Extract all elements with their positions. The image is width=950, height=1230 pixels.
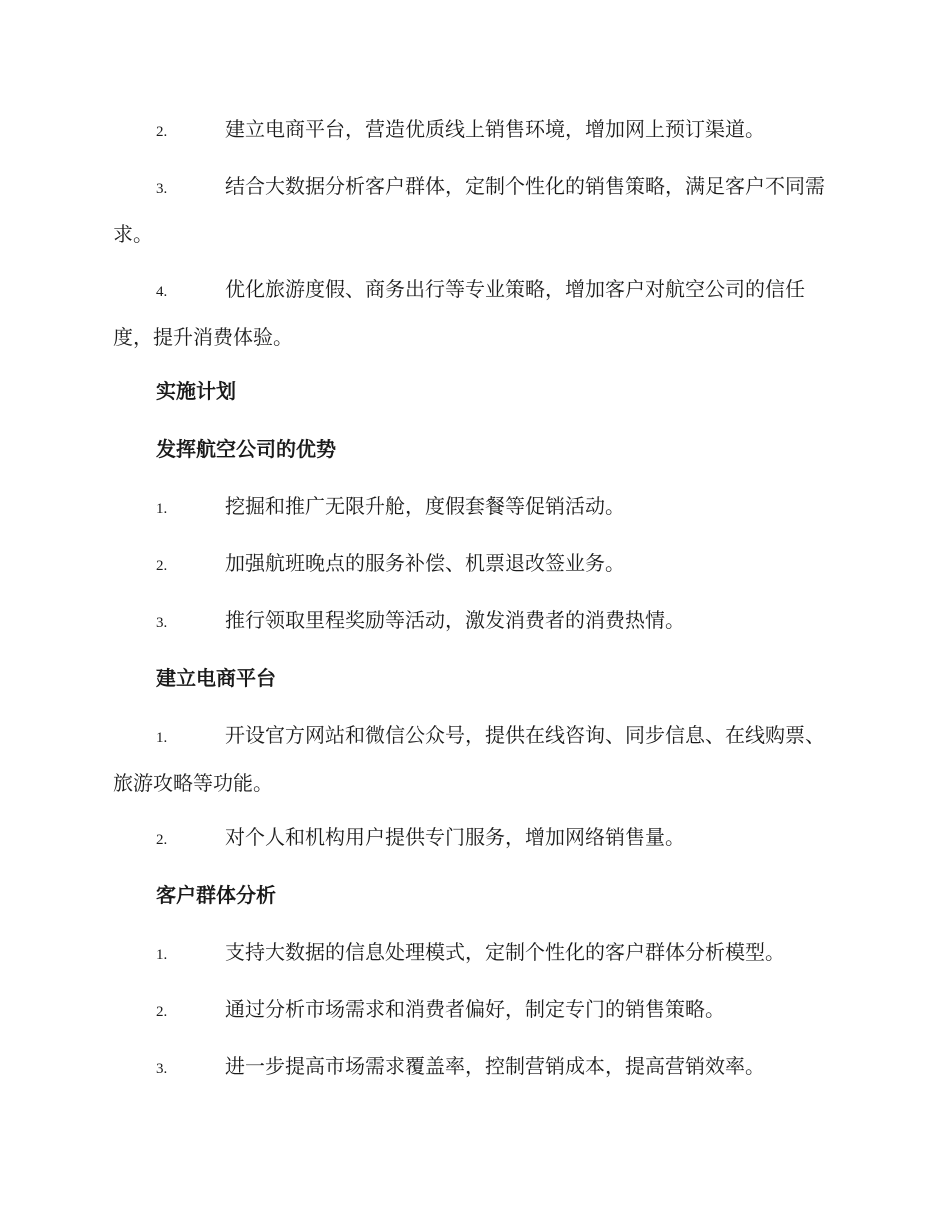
- list-text: 挖掘和推广无限升舱，度假套餐等促销活动。: [225, 494, 625, 518]
- list-item: [113, 541, 833, 589]
- list-text: 进一步提高市场需求覆盖率，控制营销成本，提高营销效率。: [225, 1054, 765, 1078]
- list-item: [113, 815, 833, 863]
- list-text: 通过分析市场需求和消费者偏好，制定专门的销售策略。: [225, 997, 725, 1021]
- list-text: 加强航班晚点的服务补偿、机票退改签业务。: [225, 551, 625, 575]
- list-item: [113, 107, 833, 155]
- list-number: 1.: [156, 730, 168, 746]
- list-item: [113, 987, 833, 1035]
- list-number: 1.: [156, 501, 168, 517]
- list-text: 开设官方网站和微信公众号，提供在线咨询、同步信息、在线购票、旅游攻略等功能。: [113, 723, 825, 795]
- subsection-title-analysis: 客户群体分析: [156, 883, 276, 907]
- subsection-title-advantages: 发挥航空公司的优势: [156, 437, 336, 461]
- list-number: 2.: [156, 558, 168, 574]
- list-number: 3.: [156, 181, 168, 197]
- list-number: 2.: [156, 1004, 168, 1020]
- list-number: 2.: [156, 124, 168, 140]
- list-number: 4.: [156, 284, 168, 300]
- subsection-title-ecommerce: 建立电商平台: [156, 666, 276, 690]
- list-number: 2.: [156, 832, 168, 848]
- list-item: [113, 484, 833, 532]
- list-item: [113, 930, 833, 978]
- list-text: 对个人和机构用户提供专门服务，增加网络销售量。: [225, 825, 685, 849]
- list-number: 3.: [156, 615, 168, 631]
- list-item: [113, 713, 833, 806]
- list-item: [113, 598, 833, 646]
- list-text: 推行领取里程奖励等活动，激发消费者的消费热情。: [225, 608, 685, 632]
- list-number: 3.: [156, 1061, 168, 1077]
- list-text: 支持大数据的信息处理模式，定制个性化的客户群体分析模型。: [225, 940, 785, 964]
- list-item: [113, 1044, 833, 1092]
- list-text: 优化旅游度假、商务出行等专业策略，增加客户对航空公司的信任度，提升消费体验。: [113, 277, 805, 349]
- list-text: 建立电商平台，营造优质线上销售环境，增加网上预订渠道。: [225, 117, 765, 141]
- list-number: 1.: [156, 947, 168, 963]
- list-item: [113, 267, 833, 360]
- list-item: [113, 164, 833, 257]
- list-text: 结合大数据分析客户群体，定制个性化的销售策略，满足客户不同需求。: [113, 174, 825, 246]
- section-title: 实施计划: [156, 379, 236, 403]
